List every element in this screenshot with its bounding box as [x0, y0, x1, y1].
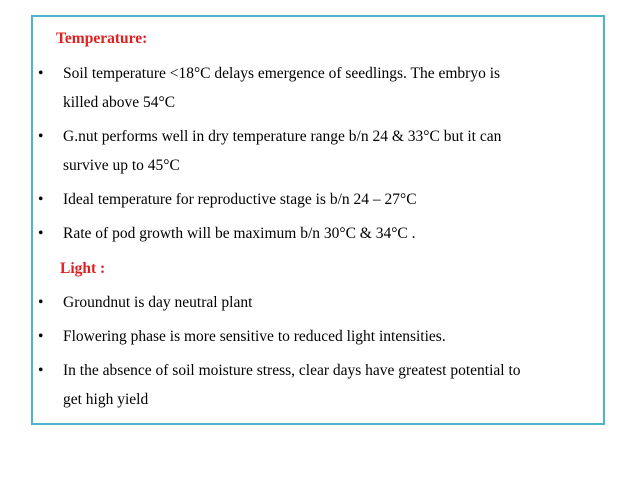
bullet-text-line: G.nut performs well in dry temperature range b/n 24 & 33°C but it can	[63, 128, 502, 145]
bullet-marker: •	[38, 294, 44, 311]
bullet-marker: •	[38, 328, 44, 345]
bullet-text-line: survive up to 45°C	[63, 157, 180, 174]
section-heading-temperature: Temperature:	[56, 30, 148, 47]
bullet-text-line: Rate of pod growth will be maximum b/n 30°C & 34°C .	[63, 225, 416, 242]
bullet-text-line: Flowering phase is more sensitive to reduced light intensities.	[63, 328, 446, 345]
bullet-text-line: Ideal temperature for reproductive stage is b/n 24 – 27°C	[63, 191, 417, 208]
bullet-text-line: Groundnut is day neutral plant	[63, 294, 253, 311]
bullet-text-line: Soil temperature <18°C delays emergence of seedlings. The embryo is	[63, 65, 501, 82]
bullet-text-line: killed above 54°C	[63, 94, 176, 111]
bullet-marker: •	[38, 65, 44, 82]
bullet-text-line: get high yield	[63, 391, 149, 408]
bullet-text-line: In the absence of soil moisture stress, clear days have greatest potential to	[63, 362, 521, 379]
bullet-marker: •	[38, 128, 44, 145]
section-heading-light: Light :	[60, 260, 106, 277]
bullet-marker: •	[38, 362, 44, 379]
bullet-marker: •	[38, 191, 44, 208]
bullet-marker: •	[38, 225, 44, 242]
